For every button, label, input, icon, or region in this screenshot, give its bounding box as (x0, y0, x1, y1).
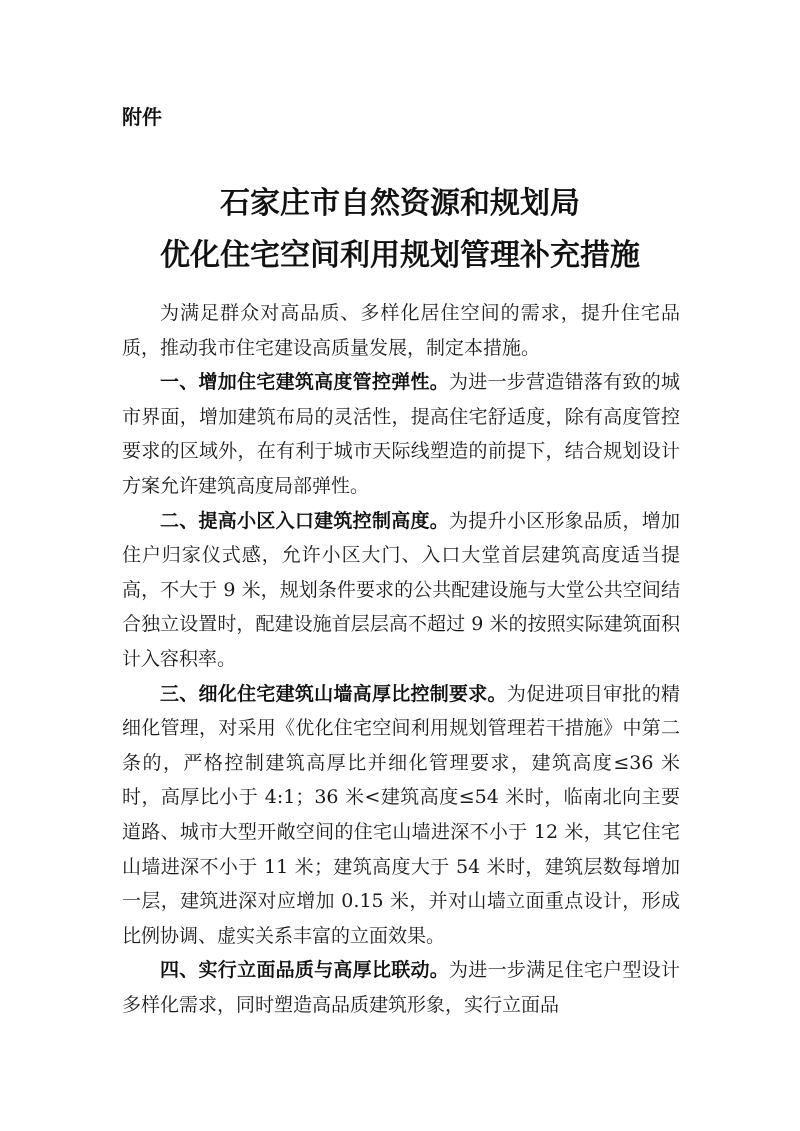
section-text-1: 为进一步营造错落有致的城市界面，增加建筑布局的灵活性，提高住宅舒适度，除有高度管控要求的区域外，在有利于城市天际线塑造的前提下，结合规划设计方案允许建筑高度局部弹性。 (122, 371, 680, 497)
section-heading-4: 四、实行立面品质与高厚比联动。 (160, 959, 450, 982)
section-text-2: 为提升小区形象品质，增加住户归家仪式感，允许小区大门、入口大堂首层建筑高度适当提高，不大于 9 米，规划条件要求的公共配建设施与大堂公共空间结合独立设置时，配建设施首层层高不超过 9 米的按照实际建筑面积计入容积率。 (122, 509, 680, 670)
section-paragraph-1 (122, 365, 680, 503)
section-paragraph-2 (122, 504, 680, 677)
intro-paragraph: 为满足群众对高品质、多样化居住空间的需求，提升住宅品质，推动我市住宅建设高质量发展，制定本措施。 (122, 302, 680, 359)
section-text-4: 为进一步满足住宅户型设计多样化需求，同时塑造高品质建筑形象，实行立面品 (122, 959, 680, 1016)
section-heading-3: 三、细化住宅建筑山墙高厚比控制要求。 (160, 682, 507, 705)
section-heading-2: 二、提高小区入口建筑控制高度。 (160, 509, 450, 532)
document-title (0, 178, 800, 282)
section-text-3: 为促进项目审批的精细化管理，对采用《优化住宅空间利用规划管理若干措施》中第二条的，严格控制建筑高厚比并细化管理要求，建筑高度≤36 米时，高厚比小于 4:1；36 米<建筑高度≤54 米时，临南北向主要道路、城市大型开敞空间的住宅山墙进深不小于 12 米，其它住宅山墙进深不小于 11 米；建筑高度大于 54 米时，建筑层数每增加一层，建筑进深对应增加 0.15 米，并对山墙立面重点设计，形成比例协调、虚实关系丰富的立面效果。 (122, 682, 680, 947)
section-heading-1: 一、增加住宅建筑高度管控弹性。 (160, 371, 450, 394)
attachment-label: 附件 (122, 105, 162, 129)
document-body (122, 296, 680, 1022)
title-line-1: 石家庄市自然资源和规划局 (220, 186, 580, 221)
title-line-2: 优化住宅空间利用规划管理补充措施 (160, 238, 640, 273)
section-paragraph-3 (122, 677, 680, 954)
section-paragraph-4 (122, 953, 680, 1022)
